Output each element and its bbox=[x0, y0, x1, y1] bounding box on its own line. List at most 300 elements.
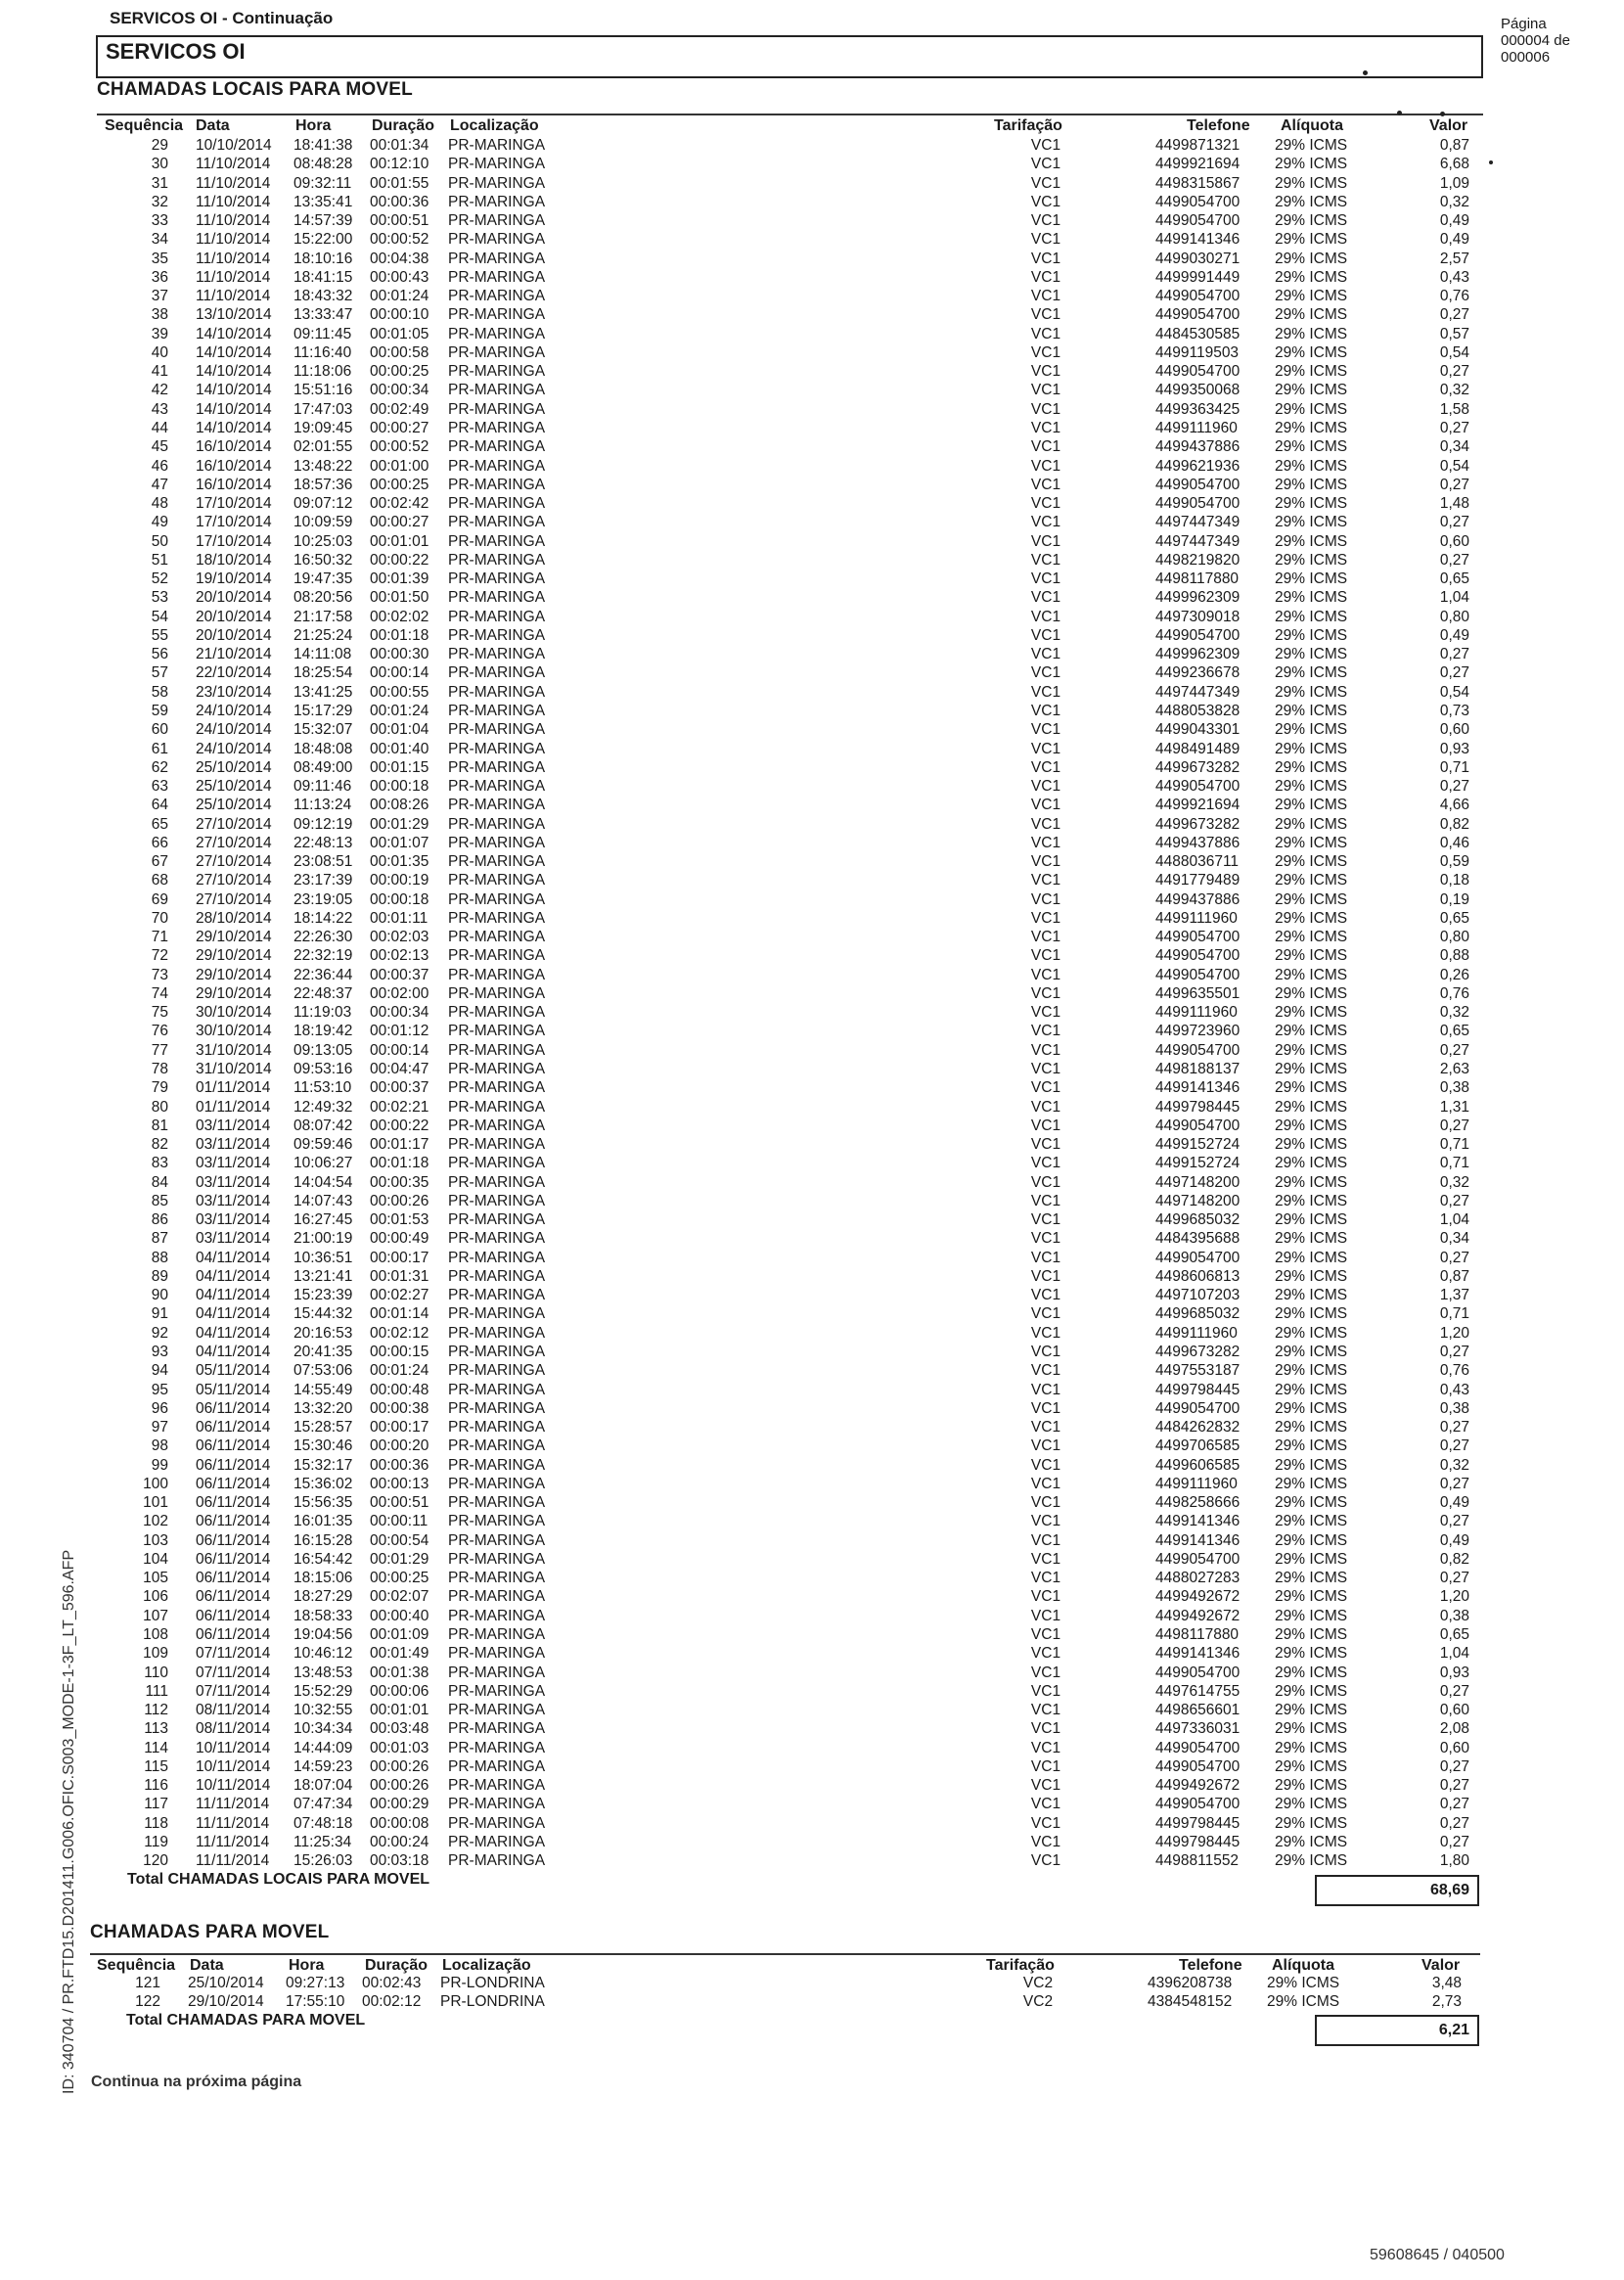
cell-time: 10:34:34 bbox=[293, 1720, 353, 1738]
table-row bbox=[0, 645, 1624, 663]
cell-location: PR-MARINGA bbox=[448, 1664, 546, 1681]
cell-date: 17/10/2014 bbox=[196, 514, 272, 531]
cell-time: 17:55:10 bbox=[286, 1993, 345, 2011]
cell-phone: 4484262832 bbox=[1155, 1419, 1241, 1436]
cell-sequence: 59 bbox=[151, 702, 168, 719]
cell-date: 11/10/2014 bbox=[196, 288, 271, 305]
cell-duration: 00:04:38 bbox=[370, 250, 429, 267]
cell-rate: 29% ICMS bbox=[1275, 551, 1348, 569]
cell-phone: 4499798445 bbox=[1155, 1833, 1241, 1850]
cell-sequence: 80 bbox=[151, 1098, 168, 1116]
cell-phone: 4499141346 bbox=[1155, 1079, 1241, 1097]
cell-tariff: VC1 bbox=[1030, 1173, 1061, 1191]
cell-phone: 4499054700 bbox=[1155, 1757, 1241, 1775]
cell-duration: 00:00:36 bbox=[370, 1456, 429, 1474]
cell-tariff: VC1 bbox=[1030, 1739, 1061, 1756]
cell-time: 19:04:56 bbox=[293, 1625, 353, 1643]
scan-speck bbox=[1363, 70, 1368, 75]
cell-time: 18:19:42 bbox=[293, 1023, 353, 1040]
cell-location: PR-MARINGA bbox=[448, 646, 546, 663]
cell-rate: 29% ICMS bbox=[1275, 495, 1348, 513]
cell-location: PR-MARINGA bbox=[448, 382, 546, 399]
page-number: 000004 de bbox=[1501, 32, 1570, 49]
cell-duration: 00:02:42 bbox=[370, 495, 429, 513]
cell-sequence: 53 bbox=[151, 589, 168, 607]
cell-location: PR-MARINGA bbox=[448, 551, 546, 569]
table-row bbox=[0, 1644, 1624, 1663]
cell-value: 1,09 bbox=[1439, 174, 1469, 192]
table-row bbox=[0, 437, 1624, 456]
table-row bbox=[0, 1286, 1624, 1304]
cell-time: 15:17:29 bbox=[293, 702, 353, 719]
col-value: Valor bbox=[1429, 117, 1468, 134]
cell-time: 09:11:46 bbox=[293, 778, 352, 796]
cell-location: PR-MARINGA bbox=[448, 1607, 546, 1624]
page-label: Página bbox=[1501, 16, 1547, 32]
cell-value: 0,27 bbox=[1439, 514, 1469, 531]
cell-location: PR-MARINGA bbox=[448, 1777, 546, 1795]
cell-sequence: 46 bbox=[151, 457, 168, 475]
cell-sequence: 109 bbox=[143, 1645, 168, 1663]
cell-duration: 00:00:58 bbox=[370, 343, 429, 361]
cell-tariff: VC1 bbox=[1030, 156, 1061, 173]
table-row bbox=[0, 984, 1624, 1003]
table-row bbox=[0, 1381, 1624, 1399]
cell-sequence: 106 bbox=[143, 1588, 168, 1606]
cell-time: 08:07:42 bbox=[293, 1117, 353, 1134]
cell-rate: 29% ICMS bbox=[1275, 1324, 1348, 1342]
cell-phone: 4499437886 bbox=[1155, 438, 1241, 456]
col-phone: Telefone bbox=[1179, 1957, 1242, 1974]
cell-sequence: 30 bbox=[151, 156, 168, 173]
scan-speck bbox=[1440, 112, 1445, 116]
cell-location: PR-MARINGA bbox=[448, 1344, 546, 1360]
cell-duration: 00:00:43 bbox=[370, 268, 429, 286]
cell-rate: 29% ICMS bbox=[1275, 740, 1348, 757]
cell-rate: 29% ICMS bbox=[1275, 1531, 1348, 1549]
cell-date: 04/11/2014 bbox=[196, 1249, 271, 1266]
cell-phone: 4499921694 bbox=[1155, 156, 1241, 173]
cell-tariff: VC1 bbox=[1030, 1588, 1061, 1606]
cell-duration: 00:00:25 bbox=[370, 476, 429, 493]
cell-sequence: 99 bbox=[151, 1456, 168, 1474]
cell-sequence: 72 bbox=[151, 947, 168, 965]
cell-sequence: 40 bbox=[151, 343, 168, 361]
cell-time: 10:36:51 bbox=[293, 1249, 353, 1266]
cell-time: 15:44:32 bbox=[293, 1305, 353, 1323]
table-row bbox=[0, 909, 1624, 928]
cell-phone: 4499054700 bbox=[1155, 495, 1241, 513]
table-row bbox=[0, 890, 1624, 909]
cell-time: 21:00:19 bbox=[293, 1230, 353, 1248]
cell-date: 29/10/2014 bbox=[196, 929, 272, 946]
cell-location: PR-MARINGA bbox=[448, 570, 546, 588]
cell-location: PR-MARINGA bbox=[448, 1041, 546, 1059]
cell-value: 0,34 bbox=[1439, 438, 1469, 456]
cell-location: PR-MARINGA bbox=[448, 156, 546, 173]
cell-rate: 29% ICMS bbox=[1275, 306, 1348, 324]
cell-time: 18:10:16 bbox=[293, 250, 353, 267]
cell-time: 21:17:58 bbox=[293, 608, 353, 625]
cell-duration: 00:00:06 bbox=[370, 1682, 429, 1700]
cell-phone: 4499043301 bbox=[1155, 721, 1241, 739]
cell-sequence: 97 bbox=[151, 1419, 168, 1436]
table-row bbox=[0, 381, 1624, 399]
cell-tariff: VC1 bbox=[1030, 1494, 1061, 1512]
cell-tariff: VC1 bbox=[1030, 137, 1061, 154]
cell-date: 16/10/2014 bbox=[196, 476, 272, 493]
cell-rate: 29% ICMS bbox=[1275, 1117, 1348, 1134]
cell-time: 10:25:03 bbox=[293, 532, 353, 550]
cell-phone: 4499054700 bbox=[1155, 1739, 1241, 1756]
cell-tariff: VC1 bbox=[1030, 589, 1061, 607]
cell-time: 14:44:09 bbox=[293, 1739, 353, 1756]
cell-duration: 00:00:10 bbox=[370, 306, 429, 324]
cell-location: PR-MARINGA bbox=[448, 1645, 546, 1663]
cell-tariff: VC1 bbox=[1030, 1023, 1061, 1040]
cell-date: 03/11/2014 bbox=[196, 1136, 271, 1154]
cell-tariff: VC1 bbox=[1030, 1079, 1061, 1097]
cell-date: 06/11/2014 bbox=[196, 1494, 271, 1512]
table-row bbox=[0, 570, 1624, 588]
cell-date: 06/11/2014 bbox=[196, 1570, 271, 1587]
cell-value: 0,26 bbox=[1439, 966, 1469, 983]
cell-time: 11:18:06 bbox=[293, 363, 352, 381]
cell-duration: 00:01:24 bbox=[370, 288, 429, 305]
cell-sequence: 88 bbox=[151, 1249, 168, 1266]
cell-duration: 00:02:27 bbox=[370, 1287, 429, 1304]
cell-phone: 4497309018 bbox=[1155, 608, 1241, 625]
table-row bbox=[0, 551, 1624, 570]
cell-tariff: VC1 bbox=[1030, 1192, 1061, 1209]
cell-value: 0,71 bbox=[1439, 1136, 1469, 1154]
cell-phone: 4499798445 bbox=[1155, 1381, 1241, 1398]
cell-phone: 4498606813 bbox=[1155, 1267, 1241, 1285]
cell-date: 14/10/2014 bbox=[196, 325, 272, 342]
cell-location: PR-MARINGA bbox=[448, 457, 546, 475]
cell-sequence: 54 bbox=[151, 608, 168, 625]
cell-tariff: VC1 bbox=[1030, 1456, 1061, 1474]
cell-date: 14/10/2014 bbox=[196, 419, 272, 436]
cell-tariff: VC1 bbox=[1030, 532, 1061, 550]
cell-duration: 00:03:48 bbox=[370, 1720, 429, 1738]
table-row bbox=[0, 1795, 1624, 1813]
cell-rate: 29% ICMS bbox=[1275, 1494, 1348, 1512]
cell-rate: 29% ICMS bbox=[1275, 1814, 1348, 1832]
cell-phone: 4498188137 bbox=[1155, 1061, 1241, 1078]
cell-rate: 29% ICMS bbox=[1275, 1625, 1348, 1643]
table-row bbox=[0, 966, 1624, 984]
cell-value: 0,38 bbox=[1439, 1399, 1469, 1417]
cell-sequence: 50 bbox=[151, 532, 168, 550]
cell-tariff: VC1 bbox=[1030, 909, 1061, 927]
table-row bbox=[0, 1512, 1624, 1530]
cell-phone: 4499363425 bbox=[1155, 400, 1241, 418]
cell-phone: 4499706585 bbox=[1155, 1437, 1241, 1455]
cell-location: PR-MARINGA bbox=[448, 702, 546, 719]
cell-phone: 4497553187 bbox=[1155, 1362, 1241, 1380]
cell-duration: 00:01:05 bbox=[370, 325, 429, 342]
table-row bbox=[0, 1117, 1624, 1135]
cell-value: 0,87 bbox=[1439, 1267, 1469, 1285]
cell-value: 0,27 bbox=[1439, 1570, 1469, 1587]
cell-duration: 00:01:17 bbox=[370, 1136, 429, 1154]
cell-sequence: 29 bbox=[151, 137, 168, 154]
cell-phone: 4499054700 bbox=[1155, 288, 1241, 305]
cell-time: 15:56:35 bbox=[293, 1494, 353, 1512]
cell-date: 10/11/2014 bbox=[196, 1757, 271, 1775]
cell-phone: 4498315867 bbox=[1155, 174, 1241, 192]
cell-phone: 4499054700 bbox=[1155, 1041, 1241, 1059]
cell-rate: 29% ICMS bbox=[1275, 212, 1348, 230]
cell-rate: 29% ICMS bbox=[1275, 1041, 1348, 1059]
cell-duration: 00:00:18 bbox=[370, 778, 429, 796]
cell-time: 10:06:27 bbox=[293, 1155, 353, 1172]
cell-rate: 29% ICMS bbox=[1275, 909, 1348, 927]
cell-date: 27/10/2014 bbox=[196, 890, 272, 908]
cell-date: 24/10/2014 bbox=[196, 702, 272, 719]
cell-sequence: 82 bbox=[151, 1136, 168, 1154]
cell-duration: 00:00:22 bbox=[370, 1117, 429, 1134]
cell-date: 07/11/2014 bbox=[196, 1664, 271, 1681]
cell-location: PR-MARINGA bbox=[448, 1023, 546, 1040]
cell-duration: 00:00:26 bbox=[370, 1757, 429, 1775]
cell-phone: 4499054700 bbox=[1155, 1249, 1241, 1266]
cell-tariff: VC1 bbox=[1030, 721, 1061, 739]
cell-value: 0,27 bbox=[1439, 1814, 1469, 1832]
cell-duration: 00:00:18 bbox=[370, 890, 429, 908]
cell-duration: 00:00:48 bbox=[370, 1381, 429, 1398]
cell-duration: 00:00:26 bbox=[370, 1192, 429, 1209]
cell-time: 23:17:39 bbox=[293, 872, 353, 889]
cell-date: 11/11/2014 bbox=[196, 1852, 270, 1870]
cell-value: 0,60 bbox=[1439, 1739, 1469, 1756]
cell-date: 14/10/2014 bbox=[196, 400, 272, 418]
cell-time: 15:30:46 bbox=[293, 1437, 353, 1455]
cell-sequence: 47 bbox=[151, 476, 168, 493]
cell-tariff: VC1 bbox=[1030, 1664, 1061, 1681]
cell-value: 0,60 bbox=[1439, 721, 1469, 739]
cell-time: 14:57:39 bbox=[293, 212, 353, 230]
cell-location: PR-MARINGA bbox=[448, 268, 546, 286]
table-row bbox=[0, 1304, 1624, 1323]
table-row bbox=[0, 1003, 1624, 1022]
cell-time: 08:20:56 bbox=[293, 589, 353, 607]
col-duration: Duração bbox=[365, 1957, 429, 1974]
cell-location: PR-MARINGA bbox=[448, 1833, 546, 1850]
cell-phone: 4499054700 bbox=[1155, 212, 1241, 230]
cell-phone: 4499685032 bbox=[1155, 1305, 1241, 1323]
cell-duration: 00:00:51 bbox=[370, 1494, 429, 1512]
cell-value: 4,66 bbox=[1439, 797, 1469, 814]
cell-tariff: VC1 bbox=[1030, 193, 1061, 210]
table-row bbox=[0, 608, 1624, 626]
cell-value: 0,27 bbox=[1439, 778, 1469, 796]
cell-sequence: 41 bbox=[151, 363, 168, 381]
table-row bbox=[0, 1229, 1624, 1248]
table-row bbox=[0, 663, 1624, 682]
cell-tariff: VC1 bbox=[1030, 872, 1061, 889]
cell-rate: 29% ICMS bbox=[1275, 1004, 1348, 1022]
cell-phone: 4499054700 bbox=[1155, 1796, 1241, 1813]
cell-rate: 29% ICMS bbox=[1275, 872, 1348, 889]
cell-phone: 4499798445 bbox=[1155, 1098, 1241, 1116]
cell-location: PR-MARINGA bbox=[448, 608, 546, 625]
cell-tariff: VC1 bbox=[1030, 1136, 1061, 1154]
cell-duration: 00:01:55 bbox=[370, 174, 429, 192]
cell-time: 09:59:46 bbox=[293, 1136, 353, 1154]
cell-rate: 29% ICMS bbox=[1275, 193, 1348, 210]
cell-date: 27/10/2014 bbox=[196, 834, 272, 851]
cell-duration: 00:00:51 bbox=[370, 212, 429, 230]
cell-date: 06/11/2014 bbox=[196, 1513, 271, 1530]
cell-rate: 29% ICMS bbox=[1275, 1777, 1348, 1795]
cell-phone: 4499054700 bbox=[1155, 193, 1241, 210]
cell-phone: 4499111960 bbox=[1155, 1004, 1238, 1022]
section-divider bbox=[90, 1953, 1480, 1955]
cell-location: PR-MARINGA bbox=[448, 797, 546, 814]
cell-value: 0,80 bbox=[1439, 929, 1469, 946]
cell-location: PR-MARINGA bbox=[448, 1437, 546, 1455]
cell-location: PR-MARINGA bbox=[448, 929, 546, 946]
table-row bbox=[0, 1851, 1624, 1870]
cell-date: 11/11/2014 bbox=[196, 1833, 270, 1850]
cell-date: 08/11/2014 bbox=[196, 1702, 271, 1719]
cell-location: PR-MARINGA bbox=[448, 1513, 546, 1530]
cell-phone: 4499350068 bbox=[1155, 382, 1241, 399]
cell-phone: 4497336031 bbox=[1155, 1720, 1241, 1738]
cell-location: PR-MARINGA bbox=[448, 1739, 546, 1756]
cell-value: 0,71 bbox=[1439, 1155, 1469, 1172]
cell-duration: 00:01:34 bbox=[370, 137, 429, 154]
cell-tariff: VC1 bbox=[1030, 664, 1061, 682]
cell-tariff: VC1 bbox=[1030, 551, 1061, 569]
cell-date: 05/11/2014 bbox=[196, 1381, 271, 1398]
cell-sequence: 51 bbox=[151, 551, 168, 569]
cell-rate: 29% ICMS bbox=[1275, 1739, 1348, 1756]
cell-date: 06/11/2014 bbox=[196, 1399, 271, 1417]
cell-tariff: VC1 bbox=[1030, 1814, 1061, 1832]
cell-time: 10:09:59 bbox=[293, 514, 353, 531]
cell-phone: 4484530585 bbox=[1155, 325, 1241, 342]
table-row bbox=[0, 211, 1624, 230]
cell-rate: 29% ICMS bbox=[1275, 1023, 1348, 1040]
cell-sequence: 74 bbox=[151, 984, 168, 1002]
cell-duration: 00:01:31 bbox=[370, 1267, 429, 1285]
cell-phone: 4499111960 bbox=[1155, 1324, 1238, 1342]
cell-time: 11:53:10 bbox=[293, 1079, 352, 1097]
col-time: Hora bbox=[289, 1957, 325, 1974]
cell-time: 18:48:08 bbox=[293, 740, 353, 757]
table-header bbox=[0, 1957, 1624, 1975]
cell-date: 11/10/2014 bbox=[196, 193, 271, 210]
cell-date: 19/10/2014 bbox=[196, 570, 272, 588]
cell-sequence: 120 bbox=[143, 1852, 168, 1870]
cell-tariff: VC1 bbox=[1030, 1852, 1061, 1870]
cell-sequence: 57 bbox=[151, 664, 168, 682]
cell-time: 11:16:40 bbox=[293, 343, 352, 361]
cell-time: 13:32:20 bbox=[293, 1399, 353, 1417]
cell-value: 1,80 bbox=[1439, 1852, 1469, 1870]
cell-value: 0,49 bbox=[1439, 626, 1469, 644]
cell-date: 29/10/2014 bbox=[188, 1993, 264, 2011]
cell-sequence: 111 bbox=[145, 1682, 168, 1700]
cell-value: 0,34 bbox=[1439, 1230, 1469, 1248]
cell-tariff: VC1 bbox=[1030, 1041, 1061, 1059]
cell-value: 1,04 bbox=[1439, 1211, 1469, 1229]
cell-phone: 4396208738 bbox=[1148, 1975, 1233, 1991]
cell-sequence: 65 bbox=[151, 815, 168, 833]
cell-tariff: VC1 bbox=[1030, 947, 1061, 965]
cell-value: 0,32 bbox=[1439, 1173, 1469, 1191]
cell-tariff: VC1 bbox=[1030, 1833, 1061, 1850]
col-tariff: Tarifação bbox=[986, 1957, 1055, 1974]
table-row bbox=[0, 1776, 1624, 1795]
cell-value: 0,65 bbox=[1439, 1023, 1469, 1040]
table-row bbox=[0, 250, 1624, 268]
cell-time: 12:49:32 bbox=[293, 1098, 353, 1116]
col-location: Localização bbox=[442, 1957, 531, 1974]
cell-value: 0,60 bbox=[1439, 532, 1469, 550]
cell-sequence: 58 bbox=[151, 683, 168, 701]
cell-rate: 29% ICMS bbox=[1275, 514, 1348, 531]
cell-date: 11/11/2014 bbox=[196, 1814, 270, 1832]
cell-date: 10/10/2014 bbox=[196, 137, 272, 154]
table-row bbox=[0, 796, 1624, 814]
cell-location: PR-MARINGA bbox=[448, 872, 546, 889]
cell-duration: 00:00:14 bbox=[370, 1041, 429, 1059]
cell-time: 09:12:19 bbox=[293, 815, 353, 833]
cell-duration: 00:00:34 bbox=[370, 382, 429, 399]
table-row bbox=[0, 513, 1624, 531]
cell-duration: 00:02:49 bbox=[370, 400, 429, 418]
cell-location: PR-MARINGA bbox=[448, 1796, 546, 1813]
cell-rate: 29% ICMS bbox=[1275, 400, 1348, 418]
table-row bbox=[0, 268, 1624, 287]
cell-duration: 00:01:03 bbox=[370, 1739, 429, 1756]
cell-value: 0,32 bbox=[1439, 1456, 1469, 1474]
cell-rate: 29% ICMS bbox=[1275, 1852, 1348, 1870]
cell-value: 0,82 bbox=[1439, 1550, 1469, 1568]
cell-phone: 4499921694 bbox=[1155, 797, 1241, 814]
cell-phone: 4499119503 bbox=[1155, 343, 1240, 361]
cell-phone: 4497107203 bbox=[1155, 1287, 1241, 1304]
cell-phone: 4499437886 bbox=[1155, 834, 1241, 851]
cell-rate: 29% ICMS bbox=[1275, 947, 1348, 965]
cell-time: 08:48:28 bbox=[293, 156, 353, 173]
cell-rate: 29% ICMS bbox=[1275, 363, 1348, 381]
cell-time: 07:53:06 bbox=[293, 1362, 353, 1380]
cell-time: 13:35:41 bbox=[293, 193, 353, 210]
cell-date: 04/11/2014 bbox=[196, 1287, 271, 1304]
cell-phone: 4499054700 bbox=[1155, 929, 1241, 946]
cell-duration: 00:04:47 bbox=[370, 1061, 429, 1078]
table-row bbox=[0, 871, 1624, 889]
cell-tariff: VC1 bbox=[1030, 363, 1061, 381]
cell-value: 0,49 bbox=[1439, 1494, 1469, 1512]
cell-sequence: 60 bbox=[151, 721, 168, 739]
cell-value: 0,76 bbox=[1439, 984, 1469, 1002]
cell-tariff: VC1 bbox=[1030, 966, 1061, 983]
cell-time: 13:48:22 bbox=[293, 457, 353, 475]
cell-value: 0,80 bbox=[1439, 608, 1469, 625]
cell-duration: 00:00:55 bbox=[370, 683, 429, 701]
cell-time: 22:36:44 bbox=[293, 966, 353, 983]
cell-tariff: VC1 bbox=[1030, 1437, 1061, 1455]
table-row bbox=[0, 400, 1624, 419]
cell-value: 0,76 bbox=[1439, 288, 1469, 305]
cell-value: 0,27 bbox=[1439, 1833, 1469, 1850]
